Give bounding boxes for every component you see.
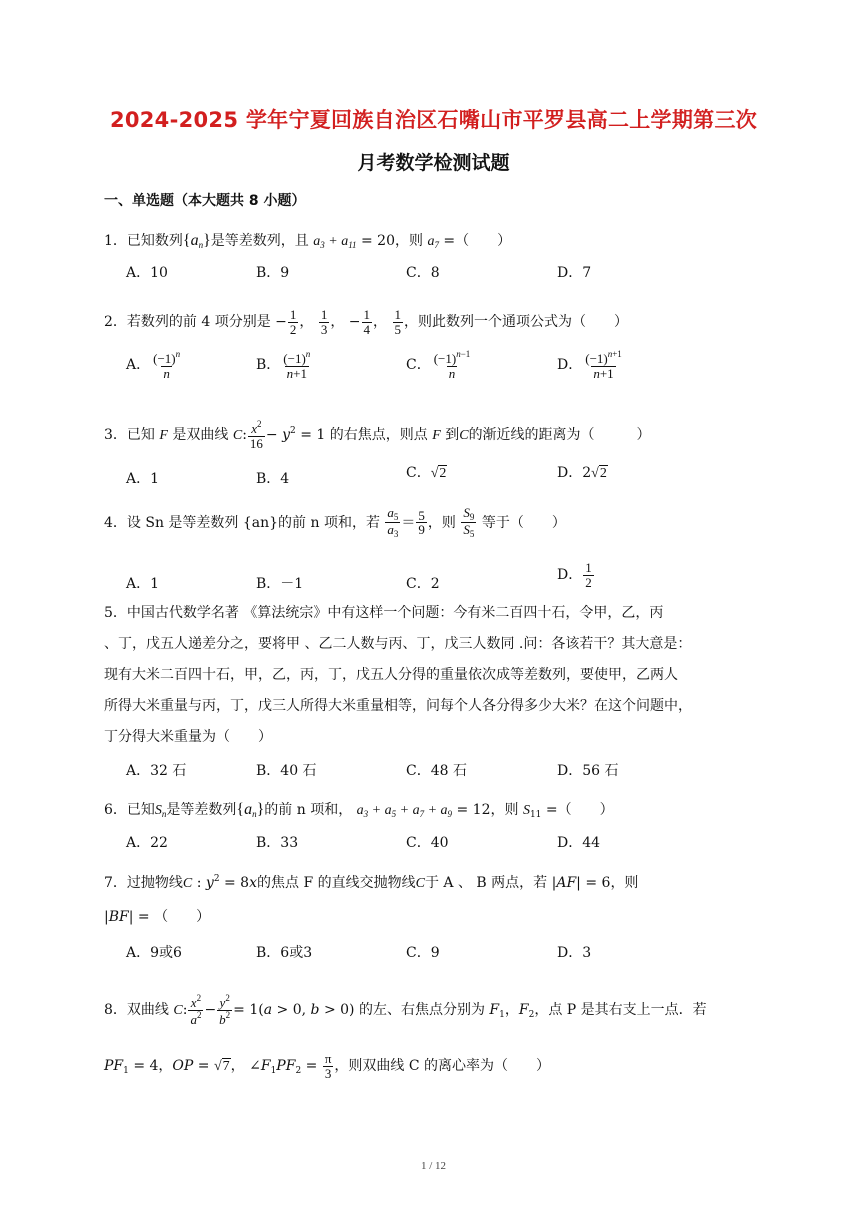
q6-option-a: A．22 [126, 835, 168, 851]
question-8: 8．双曲线 C: $\frac{x^2}{a^2}$ − $\frac{y^2}{b^2}$ = 1(a > 0, b > 0) 的左、右焦点分别为 $F_1$，$F_2$，点 P 是其右支上一点．若 [104, 993, 707, 1027]
q5-line: 5．中国古代数学名著 《算法统宗》中有这样一个问题：今有米二百四十石，令甲，乙，丙 [104, 605, 664, 621]
q3-option-c: C．√2 [406, 465, 447, 481]
q2-option-d: D． $\frac{(-1)^{n+1}}{n+1}$ [557, 349, 622, 381]
fraction: $\frac{1}{4}$ [363, 307, 371, 337]
q4-option-a: A．1 [126, 576, 160, 592]
q7-option-a: A．9或6 [126, 945, 182, 961]
q6-option-d: D．44 [557, 835, 601, 851]
q1-option-a: A．10 [126, 265, 168, 281]
q2-option-a: A． $\frac{(-1)^n}{n}$ [126, 349, 181, 381]
q5-line: 所得大米重量与丙，丁，戊三人所得大米重量相等，问每个人各分得多少大米？在这个问题中， [104, 698, 692, 714]
fraction: $\frac{1}{2}$ [289, 307, 297, 337]
q6-option-b: B．33 [256, 835, 299, 851]
q4-option-b: B．－1 [256, 576, 304, 592]
q4-option-c: C．2 [406, 576, 440, 592]
fraction: $\frac{1}{3}$ [320, 307, 328, 337]
q5-option-d: D．56 石 [557, 763, 619, 779]
document-subtitle: 月考数学检测试题 [357, 152, 510, 174]
q2-option-c: C． $\frac{(-1)^{n-1}}{n}$ [406, 349, 471, 381]
q3-option-d: D．2√2 [557, 465, 607, 481]
question-4: 4．设 Sn 是等差数列 {an}的前 n 项和，若 $\frac{a_5}{a_3}$ ＝ $\frac{5}{9}$ ，则 $\frac{S_9}{S_5}$ 等于（ ） [104, 505, 566, 540]
q5-line: 、丁，戊五人递差分之，要将甲 、乙二人数与丙、丁，戊三人数同 .问：各该若干？其大意是： [104, 636, 692, 652]
question-7: 7．过抛物线C : $y^2 = 8x$的焦点 F 的直线交抛物线C于 A 、 B 两点，若 |AF| = 6，则 [104, 874, 639, 891]
q7-option-b: B．6或3 [256, 945, 313, 961]
q7-option-d: D．3 [557, 945, 592, 961]
q7-option-c: C．9 [406, 945, 440, 961]
q3-option-b: B．4 [256, 471, 290, 487]
q5-line: 现有大米二百四十石，甲，乙，丙，丁，戊五人分得的重量依次成等差数列，要使甲，乙两人 [104, 667, 678, 683]
q4-option-d: D． $\frac{1}{2}$ [557, 560, 592, 590]
q1-option-c: C．8 [406, 265, 440, 281]
q5-line: 丁分得大米重量为（ ） [104, 729, 272, 745]
q2-option-b: B． $\frac{(-1)^n}{n+1}$ [256, 349, 311, 381]
hyperbola-equation: C [232, 428, 243, 444]
q3-option-a: A．1 [126, 471, 160, 487]
q1-option-d: D．7 [557, 265, 592, 281]
q5-option-b: B．40 石 [256, 763, 317, 779]
q5-option-a: A．32 石 [126, 763, 187, 779]
q6-option-c: C．40 [406, 835, 449, 851]
question-2: 2．若数列的前 4 项分别是 − $\frac{1}{2}$ ， $\frac{1}{3}$ ， − $\frac{1}{4}$ ， $\frac{1}{5}$ ，则此数列一个通项公式为（ ） [104, 307, 628, 337]
question-1: 1．已知数列$\{a_n\}$是等差数列，且 $a_3 + a_{11} = 20$，则 $a_7$ =（ ） [104, 232, 512, 250]
q5-option-c: C．48 石 [406, 763, 467, 779]
page-number: 1 / 12 [420, 1160, 447, 1172]
math-seq: $\{a_n\}$ [182, 232, 211, 250]
document-title: 2024-2025 学年宁夏回族自治区石嘴山市平罗县高二上学期第三次 [109, 108, 758, 132]
math-expr: $a_3 + a_{11}$ [313, 234, 357, 250]
question-3: 3．已知 F 是双曲线 C: $\frac{x^2}{16}$ − $y^2 = 1$ 的右焦点，则点 F 到C的渐近线的距离为（ ） [104, 419, 651, 451]
q1-option-b: B．9 [256, 265, 290, 281]
fraction: $\frac{1}{5}$ [394, 307, 401, 337]
section-heading: 一、单选题（本大题共 8 小题） [104, 193, 306, 209]
question-6: 6．已知$S_n$是等差数列$\{a_n\}$的前 n 项和， $a_3 + a_5 + a_7 + a_9 = 12$，则 $S_{11}$ =（ ） [104, 801, 614, 820]
question-7-line2: |BF| = （ ） [104, 909, 211, 925]
math-a7: $a_7$ [427, 234, 439, 250]
question-8-line2: $PF_1 = 4$，OP = √7， $\angle F_1PF_2$ = $\frac{\pi}{3}$ ，则双曲线 C 的离心率为（ ） [104, 1051, 551, 1081]
